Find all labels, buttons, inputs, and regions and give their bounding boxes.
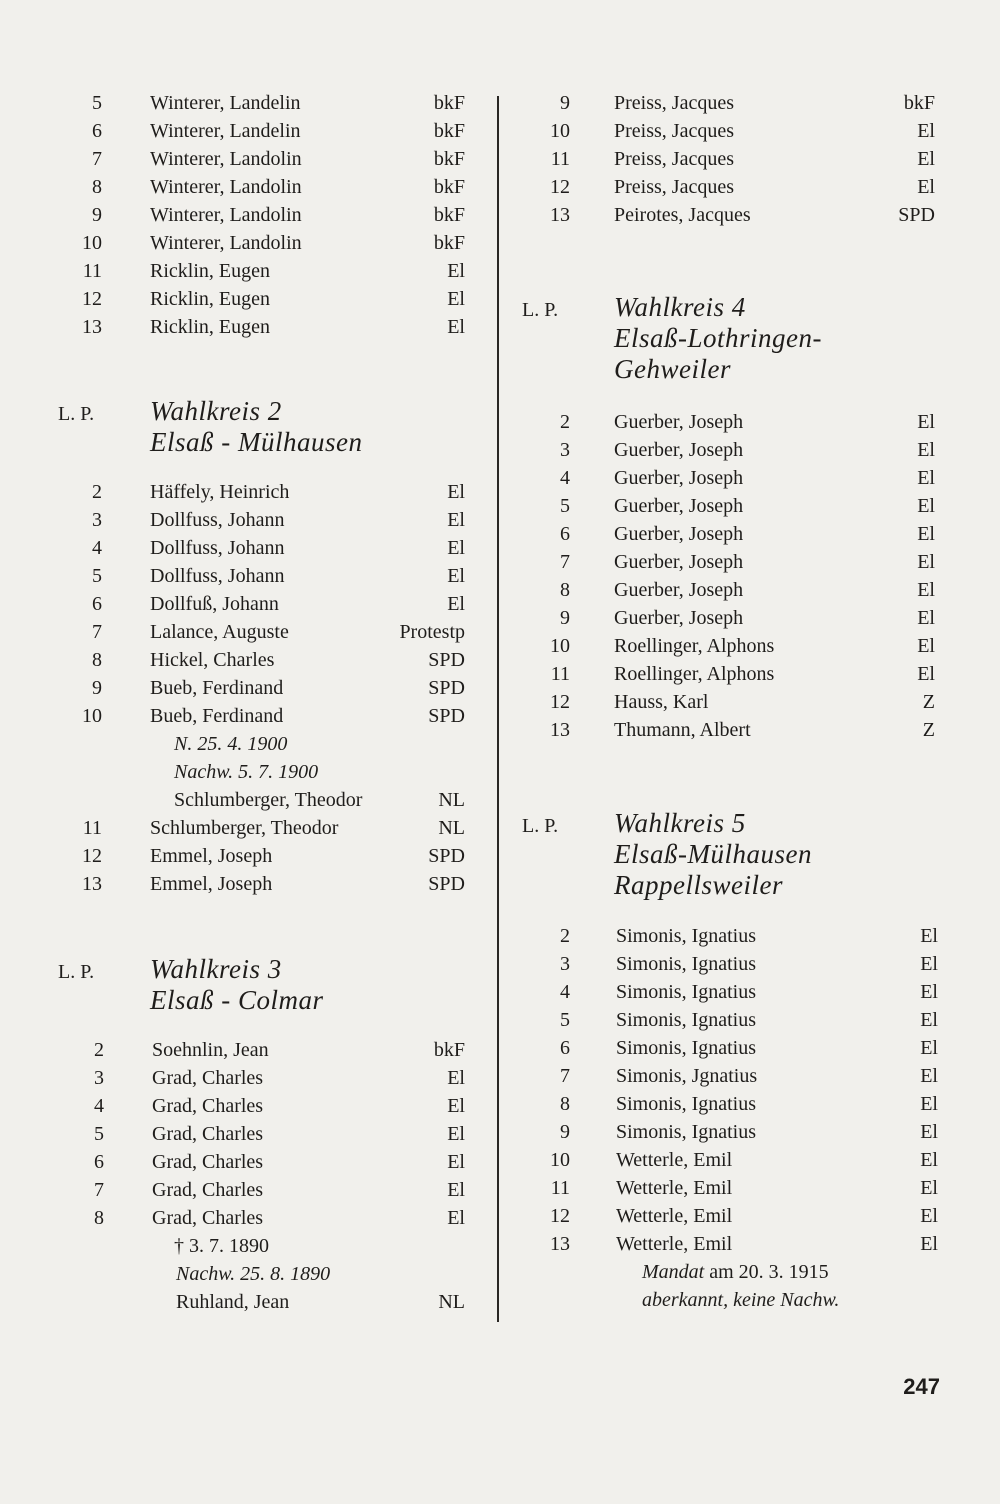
period-number: 9 — [92, 677, 102, 699]
member-name: Lalance, Auguste — [150, 621, 289, 643]
party-label: SPD — [428, 677, 465, 699]
member-name: Wetterle, Emil — [616, 1149, 733, 1171]
district-heading: Elsaß - Mülhausen — [150, 427, 363, 457]
member-name: Grad, Charles — [152, 1067, 264, 1089]
district-heading: Wahlkreis 3 — [150, 954, 282, 984]
period-number: 10 — [550, 635, 570, 657]
death-note: † 3. 7. 1890 — [174, 1235, 269, 1257]
member-name: Grad, Charles — [152, 1179, 264, 1201]
period-number: 3 — [92, 509, 102, 531]
member-name: Guerber, Joseph — [614, 439, 744, 461]
member-name: Simonis, Ignatius — [616, 981, 757, 1003]
member-name: Guerber, Joseph — [614, 579, 744, 601]
period-number: 6 — [94, 1151, 104, 1173]
table-row — [0, 201, 1000, 229]
successor-note: Nachw. 5. 7. 1900 — [174, 761, 319, 783]
party-label: El — [447, 1123, 465, 1145]
period-number: 13 — [550, 719, 570, 741]
member-name: Winterer, Landolin — [150, 232, 302, 254]
table-row — [0, 1006, 1000, 1034]
period-number: 5 — [94, 1123, 104, 1145]
party-label: El — [917, 635, 935, 657]
lp-label: L. P. — [522, 815, 559, 837]
period-number: 2 — [560, 411, 570, 433]
period-number: 7 — [92, 621, 102, 643]
member-name: Häffely, Heinrich — [150, 481, 290, 503]
period-number: 3 — [560, 439, 570, 461]
period-number: 6 — [560, 1037, 570, 1059]
death-note: N. 25. 4. 1900 — [174, 733, 288, 755]
member-name: Ricklin, Eugen — [150, 288, 270, 310]
table-row — [0, 716, 1000, 744]
period-number: 13 — [82, 316, 102, 338]
member-name: Grad, Charles — [152, 1123, 264, 1145]
table-row — [0, 285, 1000, 313]
member-name: Preiss, Jacques — [614, 176, 734, 198]
table-row — [0, 229, 1000, 257]
table-row — [0, 1146, 1000, 1174]
party-label: El — [920, 981, 938, 1003]
district-heading: Elsaß - Colmar — [150, 985, 324, 1015]
period-number: 11 — [550, 663, 570, 685]
period-number: 5 — [92, 565, 102, 587]
period-number: 11 — [82, 260, 102, 282]
period-number: 12 — [82, 288, 102, 310]
period-number: 10 — [82, 705, 102, 727]
period-number: 9 — [560, 607, 570, 629]
mandate-word: Mandat — [642, 1261, 705, 1283]
party-label: NL — [438, 817, 465, 839]
period-number: 7 — [94, 1179, 104, 1201]
revoked-note: aberkannt, keine Nachw. — [642, 1289, 840, 1311]
party-label: El — [920, 1065, 938, 1087]
table-row — [0, 520, 1000, 548]
table-row — [0, 1062, 1000, 1090]
member-name: Peirotes, Jacques — [614, 204, 751, 226]
member-name: Wetterle, Emil — [616, 1205, 733, 1227]
table-row — [0, 632, 1000, 660]
table-row — [0, 464, 1000, 492]
party-label: El — [447, 316, 465, 338]
party-label: bkF — [433, 148, 465, 170]
district-heading: Elsaß-Mülhausen — [614, 839, 812, 869]
member-name: Preiss, Jacques — [614, 148, 734, 170]
period-number: 8 — [560, 1093, 570, 1115]
member-name: Guerber, Joseph — [614, 495, 744, 517]
party-label: Z — [922, 691, 935, 713]
table-row — [0, 842, 1000, 870]
member-name: Guerber, Joseph — [614, 551, 744, 573]
member-name: Simonis, Ignatius — [616, 1009, 757, 1031]
member-name: Grad, Charles — [152, 1207, 264, 1229]
member-name: Dollfuß, Johann — [150, 593, 279, 615]
period-number: 6 — [92, 593, 102, 615]
district-heading: Elsaß-Lothringen- — [614, 323, 822, 353]
period-number: 4 — [92, 537, 102, 559]
party-label: SPD — [428, 705, 465, 727]
period-number: 11 — [82, 817, 102, 839]
period-number: 10 — [550, 1149, 570, 1171]
successor-party: NL — [438, 789, 465, 811]
party-label: El — [917, 176, 935, 198]
member-name: Dollfuss, Johann — [150, 509, 285, 531]
period-number: 13 — [550, 1233, 570, 1255]
party-label: El — [920, 1093, 938, 1115]
period-number: 7 — [560, 1065, 570, 1087]
lp-label: L. P. — [522, 299, 559, 321]
successor-name: Ruhland, Jean — [176, 1291, 290, 1313]
party-label: El — [920, 953, 938, 975]
party-label: El — [920, 1009, 938, 1031]
member-name: Guerber, Joseph — [614, 467, 744, 489]
member-name: Grad, Charles — [152, 1151, 264, 1173]
period-number: 5 — [560, 1009, 570, 1031]
period-number: 5 — [92, 92, 102, 114]
member-name: Simonis, Ignatius — [616, 1121, 757, 1143]
table-row — [0, 1230, 1000, 1258]
member-name: Bueb, Ferdinand — [150, 705, 284, 727]
table-row — [0, 145, 1000, 173]
period-number: 4 — [94, 1095, 104, 1117]
party-label: El — [917, 148, 935, 170]
member-name: Dollfuss, Johann — [150, 565, 285, 587]
period-number: 12 — [82, 845, 102, 867]
party-label: El — [920, 1149, 938, 1171]
party-label: El — [917, 439, 935, 461]
period-number: 5 — [560, 495, 570, 517]
table-row — [0, 950, 1000, 978]
party-label: El — [920, 1177, 938, 1199]
period-number: 4 — [560, 467, 570, 489]
member-name: Guerber, Joseph — [614, 411, 744, 433]
party-label: bkF — [433, 232, 465, 254]
table-row — [0, 408, 1000, 436]
member-name: Roellinger, Alphons — [614, 663, 775, 685]
party-label: El — [920, 1121, 938, 1143]
successor-name: Schlumberger, Theodor — [174, 789, 363, 811]
party-label: SPD — [428, 845, 465, 867]
party-label: El — [917, 411, 935, 433]
party-label: SPD — [428, 873, 465, 895]
party-label: El — [920, 1037, 938, 1059]
party-label: El — [447, 1151, 465, 1173]
party-label: bkF — [433, 176, 465, 198]
lp-label: L. P. — [58, 403, 95, 425]
party-label: bkF — [433, 204, 465, 226]
successor-note: Nachw. 25. 8. 1890 — [176, 1263, 331, 1285]
table-row — [0, 922, 1000, 950]
table-row — [0, 1034, 1000, 1062]
table-row — [0, 257, 1000, 285]
member-name: Hickel, Charles — [150, 649, 275, 671]
party-label: Protestp — [399, 621, 465, 643]
member-name: Winterer, Landolin — [150, 176, 302, 198]
member-name: Roellinger, Alphons — [614, 635, 775, 657]
period-number: 11 — [550, 1177, 570, 1199]
party-label: El — [447, 1207, 465, 1229]
table-row — [0, 688, 1000, 716]
period-number: 3 — [94, 1067, 104, 1089]
member-name: Preiss, Jacques — [614, 120, 734, 142]
member-name: Thumann, Albert — [614, 719, 751, 741]
period-number: 9 — [92, 204, 102, 226]
table-row — [0, 492, 1000, 520]
period-number: 3 — [560, 953, 570, 975]
table-row — [0, 576, 1000, 604]
party-label: El — [917, 551, 935, 573]
member-name: Dollfuss, Johann — [150, 537, 285, 559]
district-heading: Wahlkreis 2 — [150, 396, 282, 426]
party-label: Z — [922, 719, 935, 741]
party-label: El — [917, 120, 935, 142]
party-label: El — [917, 579, 935, 601]
member-name: Winterer, Landolin — [150, 204, 302, 226]
period-number: 4 — [560, 981, 570, 1003]
member-name: Simonis, Ignatius — [616, 1037, 757, 1059]
member-name: Simonis, Ignatius — [616, 925, 757, 947]
party-label: El — [917, 523, 935, 545]
table-row — [0, 870, 1000, 898]
party-label: SPD — [898, 204, 935, 226]
successor-party: NL — [438, 1291, 465, 1313]
table-row — [0, 814, 1000, 842]
table-row — [0, 117, 1000, 145]
member-name: Winterer, Landelin — [150, 92, 301, 114]
member-name: Schlumberger, Theodor — [150, 817, 339, 839]
table-row — [0, 89, 1000, 117]
member-name: Simonis, Ignatius — [616, 1093, 757, 1115]
party-label: El — [447, 1179, 465, 1201]
member-name: Simonis, Ignatius — [616, 953, 757, 975]
party-label: El — [917, 607, 935, 629]
table-row — [0, 1174, 1000, 1202]
period-number: 2 — [94, 1039, 104, 1061]
party-label: El — [447, 593, 465, 615]
period-number: 8 — [560, 579, 570, 601]
district-heading: Rappellsweiler — [614, 870, 783, 900]
period-number: 13 — [550, 204, 570, 226]
lp-label: L. P. — [58, 961, 95, 983]
party-label: El — [447, 537, 465, 559]
table-row — [0, 1202, 1000, 1230]
party-label: El — [447, 260, 465, 282]
district-heading: Wahlkreis 5 — [614, 808, 746, 838]
party-label: El — [447, 288, 465, 310]
period-number: 2 — [92, 481, 102, 503]
member-name: Ricklin, Eugen — [150, 316, 270, 338]
table-row — [0, 548, 1000, 576]
period-number: 11 — [550, 148, 570, 170]
party-label: bkF — [433, 92, 465, 114]
table-row — [0, 604, 1000, 632]
member-name: Bueb, Ferdinand — [150, 677, 284, 699]
period-number: 10 — [82, 232, 102, 254]
member-name: Guerber, Joseph — [614, 607, 744, 629]
member-name: Grad, Charles — [152, 1095, 264, 1117]
member-name: Winterer, Landolin — [150, 148, 302, 170]
party-label: El — [920, 1205, 938, 1227]
party-label: El — [917, 663, 935, 685]
party-label: bkF — [433, 1039, 465, 1061]
party-label: El — [447, 565, 465, 587]
member-name: Winterer, Landelin — [150, 120, 301, 142]
party-label: El — [920, 1233, 938, 1255]
period-number: 6 — [92, 120, 102, 142]
period-number: 7 — [560, 551, 570, 573]
member-name: Hauss, Karl — [614, 691, 709, 713]
member-name: Simonis, Jgnatius — [616, 1065, 758, 1087]
member-name: Wetterle, Emil — [616, 1233, 733, 1255]
period-number: 8 — [92, 649, 102, 671]
mandate-date: am 20. 3. 1915 — [704, 1261, 829, 1283]
party-label: bkF — [433, 120, 465, 142]
member-name: Wetterle, Emil — [616, 1177, 733, 1199]
member-name: Soehnlin, Jean — [152, 1039, 269, 1061]
period-number: 10 — [550, 120, 570, 142]
period-number: 9 — [560, 92, 570, 114]
mandate-note — [642, 1258, 829, 1286]
member-name: Emmel, Joseph — [150, 873, 273, 895]
period-number: 7 — [92, 148, 102, 170]
party-label: El — [917, 495, 935, 517]
party-label: El — [447, 481, 465, 503]
table-row — [0, 1090, 1000, 1118]
period-number: 8 — [94, 1207, 104, 1229]
district-heading: Wahlkreis 4 — [614, 292, 746, 322]
period-number: 8 — [92, 176, 102, 198]
period-number: 9 — [560, 1121, 570, 1143]
period-number: 12 — [550, 176, 570, 198]
table-row — [0, 173, 1000, 201]
table-row — [0, 313, 1000, 341]
party-label: El — [447, 1095, 465, 1117]
page-number: 247 — [903, 1374, 940, 1399]
period-number: 2 — [560, 925, 570, 947]
party-label: El — [447, 509, 465, 531]
member-name: Preiss, Jacques — [614, 92, 734, 114]
table-row — [0, 436, 1000, 464]
period-number: 12 — [550, 691, 570, 713]
party-label: SPD — [428, 649, 465, 671]
period-number: 6 — [560, 523, 570, 545]
party-label: bkF — [903, 92, 935, 114]
member-name: Guerber, Joseph — [614, 523, 744, 545]
table-row — [0, 660, 1000, 688]
member-name: Ricklin, Eugen — [150, 260, 270, 282]
table-row — [0, 1118, 1000, 1146]
district-heading: Gehweiler — [614, 354, 731, 384]
member-name: Emmel, Joseph — [150, 845, 273, 867]
table-row — [0, 978, 1000, 1006]
party-label: El — [920, 925, 938, 947]
party-label: El — [917, 467, 935, 489]
party-label: El — [447, 1067, 465, 1089]
period-number: 13 — [82, 873, 102, 895]
period-number: 12 — [550, 1205, 570, 1227]
